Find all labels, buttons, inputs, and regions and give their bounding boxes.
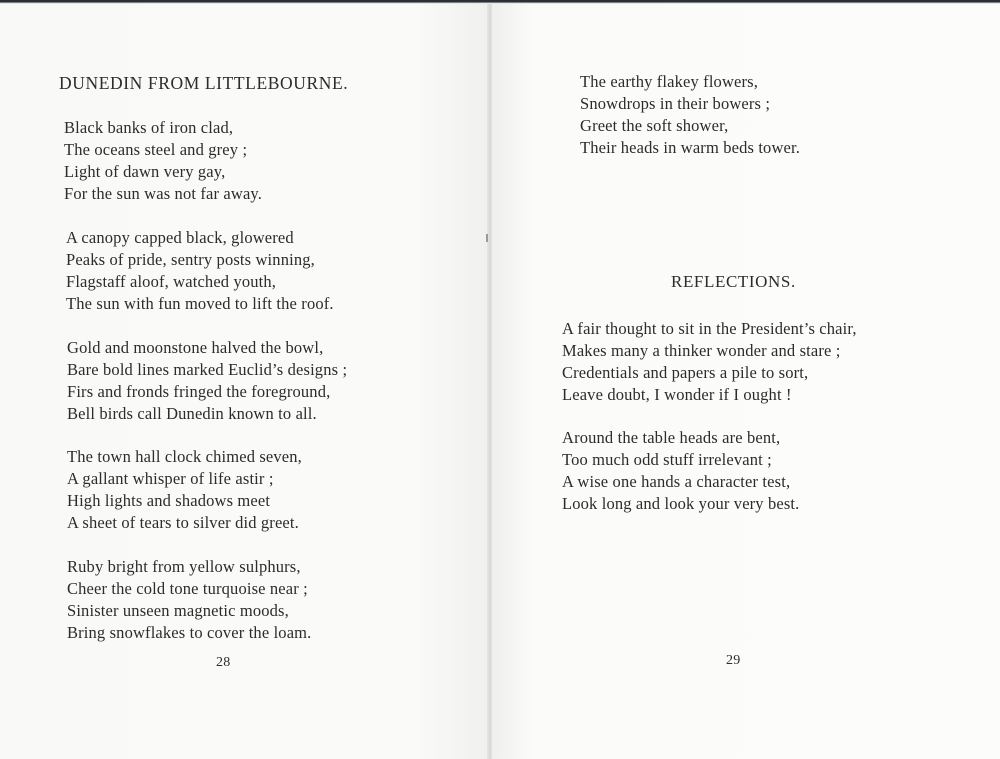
page-number: 28 — [216, 655, 231, 670]
poem-line: The sun with fun moved to lift the roof. — [66, 294, 334, 313]
poem-line: Leave doubt, I wonder if I ought ! — [562, 385, 792, 404]
gutter-mark — [486, 234, 488, 242]
stanza — [562, 427, 799, 515]
poem-line: Cheer the cold tone turquoise near ; — [67, 579, 308, 598]
poem-line: Their heads in warm beds tower. — [580, 138, 801, 157]
poem-line: A wise one hands a character test, — [562, 472, 791, 491]
poem-line: Bare bold lines marked Euclid’s designs ; — [67, 360, 348, 379]
poem-line: High lights and shadows meet — [67, 491, 271, 510]
stanza — [67, 446, 302, 534]
right-page — [492, 4, 1000, 759]
poem-line: Too much odd stuff irrelevant ; — [562, 450, 772, 469]
poem-line: Snowdrops in their bowers ; — [580, 94, 771, 113]
poem-line: A gallant whisper of life astir ; — [67, 469, 274, 488]
poem-line: Around the table heads are bent, — [562, 428, 781, 447]
poem-line: Gold and moonstone halved the bowl, — [67, 338, 324, 357]
poem-line: Black banks of iron clad, — [64, 118, 234, 137]
poem-title-reflections: REFLECTIONS. — [671, 272, 796, 291]
poem-line: A sheet of tears to silver did greet. — [67, 513, 299, 532]
poem-line: Light of dawn very gay, — [64, 162, 226, 181]
poem-line: Greet the soft shower, — [580, 116, 729, 135]
poem-line: For the sun was not far away. — [64, 184, 263, 203]
stanza — [64, 117, 262, 205]
poem-line: The earthy flakey flowers, — [580, 72, 758, 91]
poem-line: The town hall clock chimed seven, — [67, 447, 302, 466]
poem-line: Makes many a thinker wonder and stare ; — [562, 341, 841, 360]
poem-line: Flagstaff aloof, watched youth, — [66, 272, 277, 291]
poem-line: Bring snowflakes to cover the loam. — [67, 623, 312, 642]
poem-line: Ruby bright from yellow sulphurs, — [67, 557, 301, 576]
left-page — [0, 4, 488, 759]
poem-line: Bell birds call Dunedin known to all. — [67, 404, 317, 423]
poem-line: Sinister unseen magnetic moods, — [67, 601, 289, 620]
stanza — [562, 318, 857, 406]
stanza — [67, 556, 311, 644]
poem-line: Peaks of pride, sentry posts winning, — [66, 250, 315, 269]
poem-line: A canopy capped black, glowered — [66, 228, 294, 247]
poem-title-dunedin: DUNEDIN FROM LITTLEBOURNE. — [59, 73, 349, 93]
poem-line: Credentials and papers a pile to sort, — [562, 363, 809, 382]
stanza-continuation — [580, 71, 800, 159]
poem-line: A fair thought to sit in the President’s chair, — [562, 319, 857, 338]
page-number: 29 — [726, 653, 741, 668]
poem-line: Look long and look your very best. — [562, 494, 800, 513]
stanza — [66, 227, 334, 315]
poem-line: The oceans steel and grey ; — [64, 140, 248, 159]
poem-line: Firs and fronds fringed the foreground, — [67, 382, 331, 401]
stanza — [67, 337, 347, 425]
